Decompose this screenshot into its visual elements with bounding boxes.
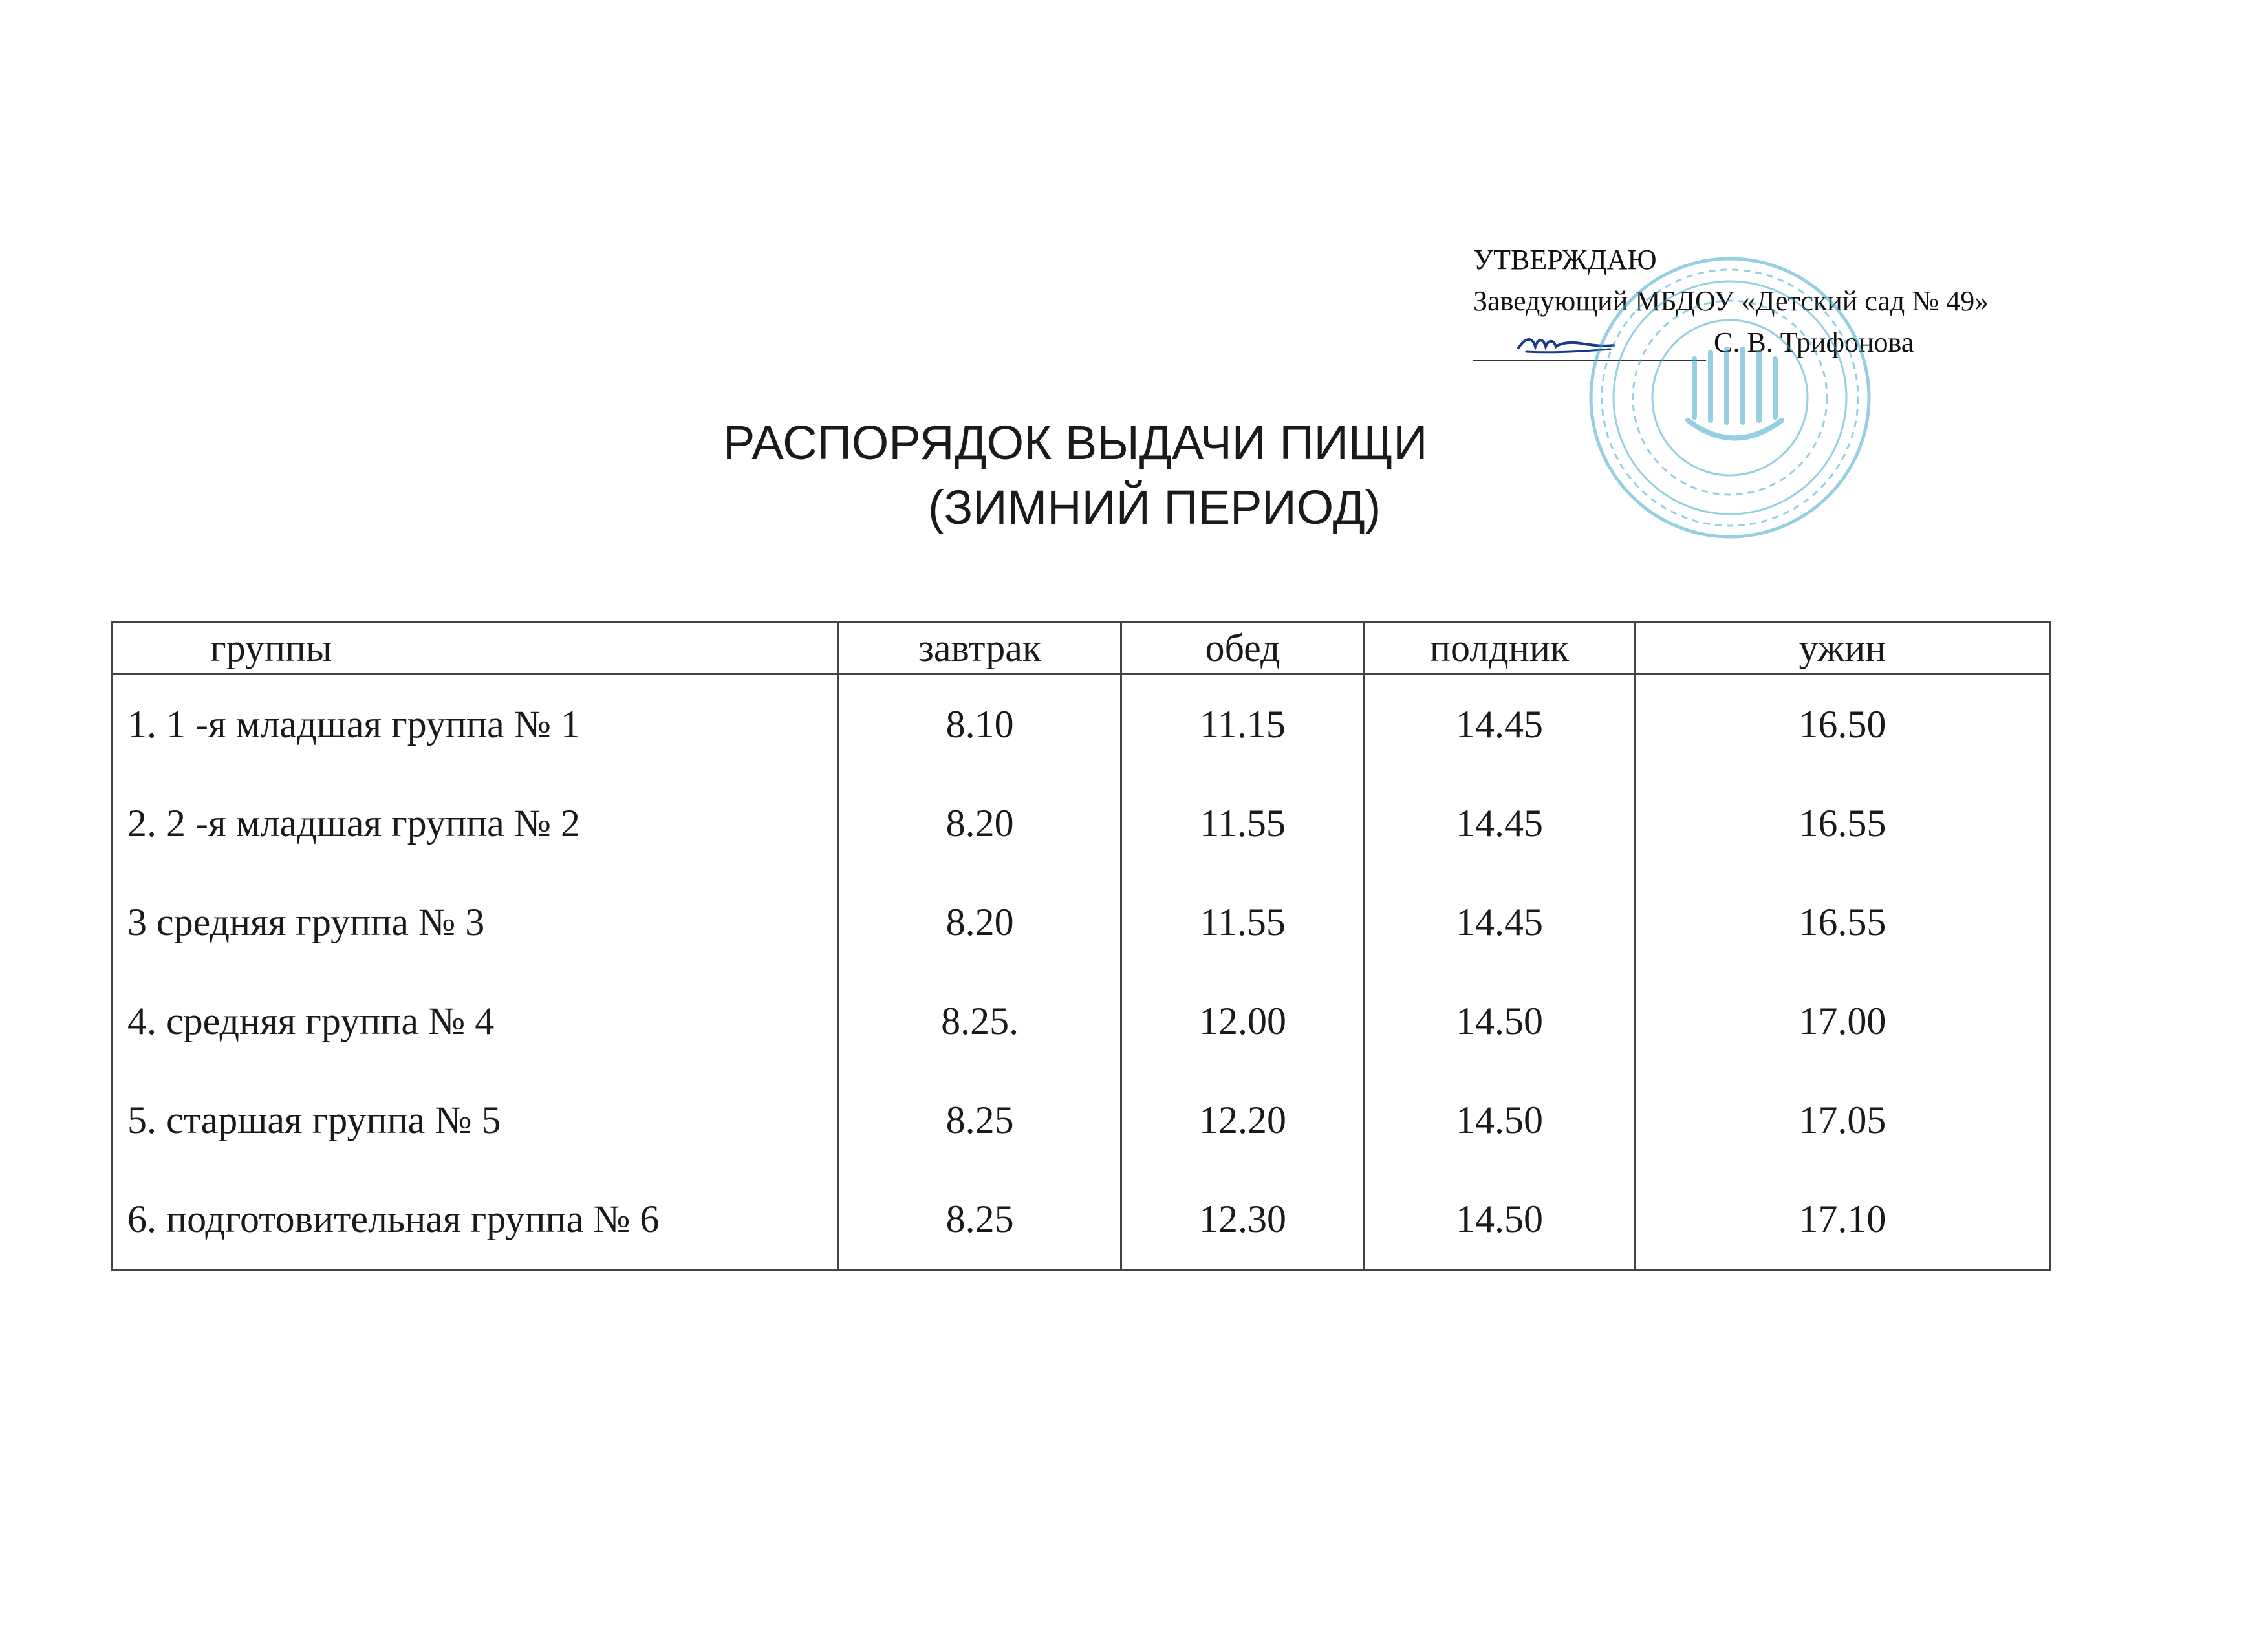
table-row xyxy=(113,873,2051,972)
breakfast-time: 8.10 xyxy=(839,674,1121,775)
breakfast-time: 8.20 xyxy=(839,873,1121,972)
snack-time: 14.45 xyxy=(1365,674,1635,775)
group-name: 6. подготовительная группа № 6 xyxy=(113,1170,839,1270)
snack-time: 14.50 xyxy=(1365,972,1635,1071)
signer-name: С. В. Трифонова xyxy=(1714,327,1914,358)
header-breakfast: завтрак xyxy=(839,622,1121,674)
dinner-time: 16.55 xyxy=(1634,873,2050,972)
lunch-time: 11.55 xyxy=(1121,774,1364,873)
breakfast-time: 8.25. xyxy=(839,972,1121,1071)
header-lunch: обед xyxy=(1121,622,1364,674)
header-snack: полдник xyxy=(1365,622,1635,674)
dinner-time: 17.05 xyxy=(1634,1071,2050,1170)
breakfast-time: 8.20 xyxy=(839,774,1121,873)
dinner-time: 17.00 xyxy=(1634,972,2050,1071)
approval-position: Заведующий МБДОУ «Детский сад № 49» xyxy=(1473,285,1989,317)
group-name: 3 средняя группа № 3 xyxy=(113,873,839,972)
group-name: 2. 2 -я младшая группа № 2 xyxy=(113,774,839,873)
lunch-time: 12.20 xyxy=(1121,1071,1364,1170)
group-name: 5. старшая группа № 5 xyxy=(113,1071,839,1170)
table-row xyxy=(113,674,2051,775)
table-row xyxy=(113,972,2051,1071)
snack-time: 14.50 xyxy=(1365,1170,1635,1270)
lunch-time: 12.00 xyxy=(1121,972,1364,1071)
snack-time: 14.45 xyxy=(1365,774,1635,873)
table-row xyxy=(113,1071,2051,1170)
breakfast-time: 8.25 xyxy=(839,1071,1121,1170)
dinner-time: 16.50 xyxy=(1634,674,2050,775)
header-groups: группы xyxy=(113,622,839,674)
lunch-time: 11.55 xyxy=(1121,873,1364,972)
snack-time: 14.50 xyxy=(1365,1071,1635,1170)
snack-time: 14.45 xyxy=(1365,873,1635,972)
table-header-row xyxy=(113,622,2051,674)
meal-schedule-table xyxy=(111,621,2051,1271)
document-title: РАСПОРЯДОК ВЫДАЧИ ПИЩИ xyxy=(723,416,1428,469)
dinner-time: 16.55 xyxy=(1634,774,2050,873)
header-dinner: ужин xyxy=(1634,622,2050,674)
table-row xyxy=(113,1170,2051,1270)
lunch-time: 11.15 xyxy=(1121,674,1364,775)
group-name: 1. 1 -я младшая группа № 1 xyxy=(113,674,839,775)
approval-heading: УТВЕРЖДАЮ xyxy=(1473,244,1657,275)
document-subtitle: (ЗИМНИЙ ПЕРИОД) xyxy=(928,480,1381,534)
table-row xyxy=(113,774,2051,873)
lunch-time: 12.30 xyxy=(1121,1170,1364,1270)
group-name: 4. средняя группа № 4 xyxy=(113,972,839,1071)
dinner-time: 17.10 xyxy=(1634,1170,2050,1270)
breakfast-time: 8.25 xyxy=(839,1170,1121,1270)
